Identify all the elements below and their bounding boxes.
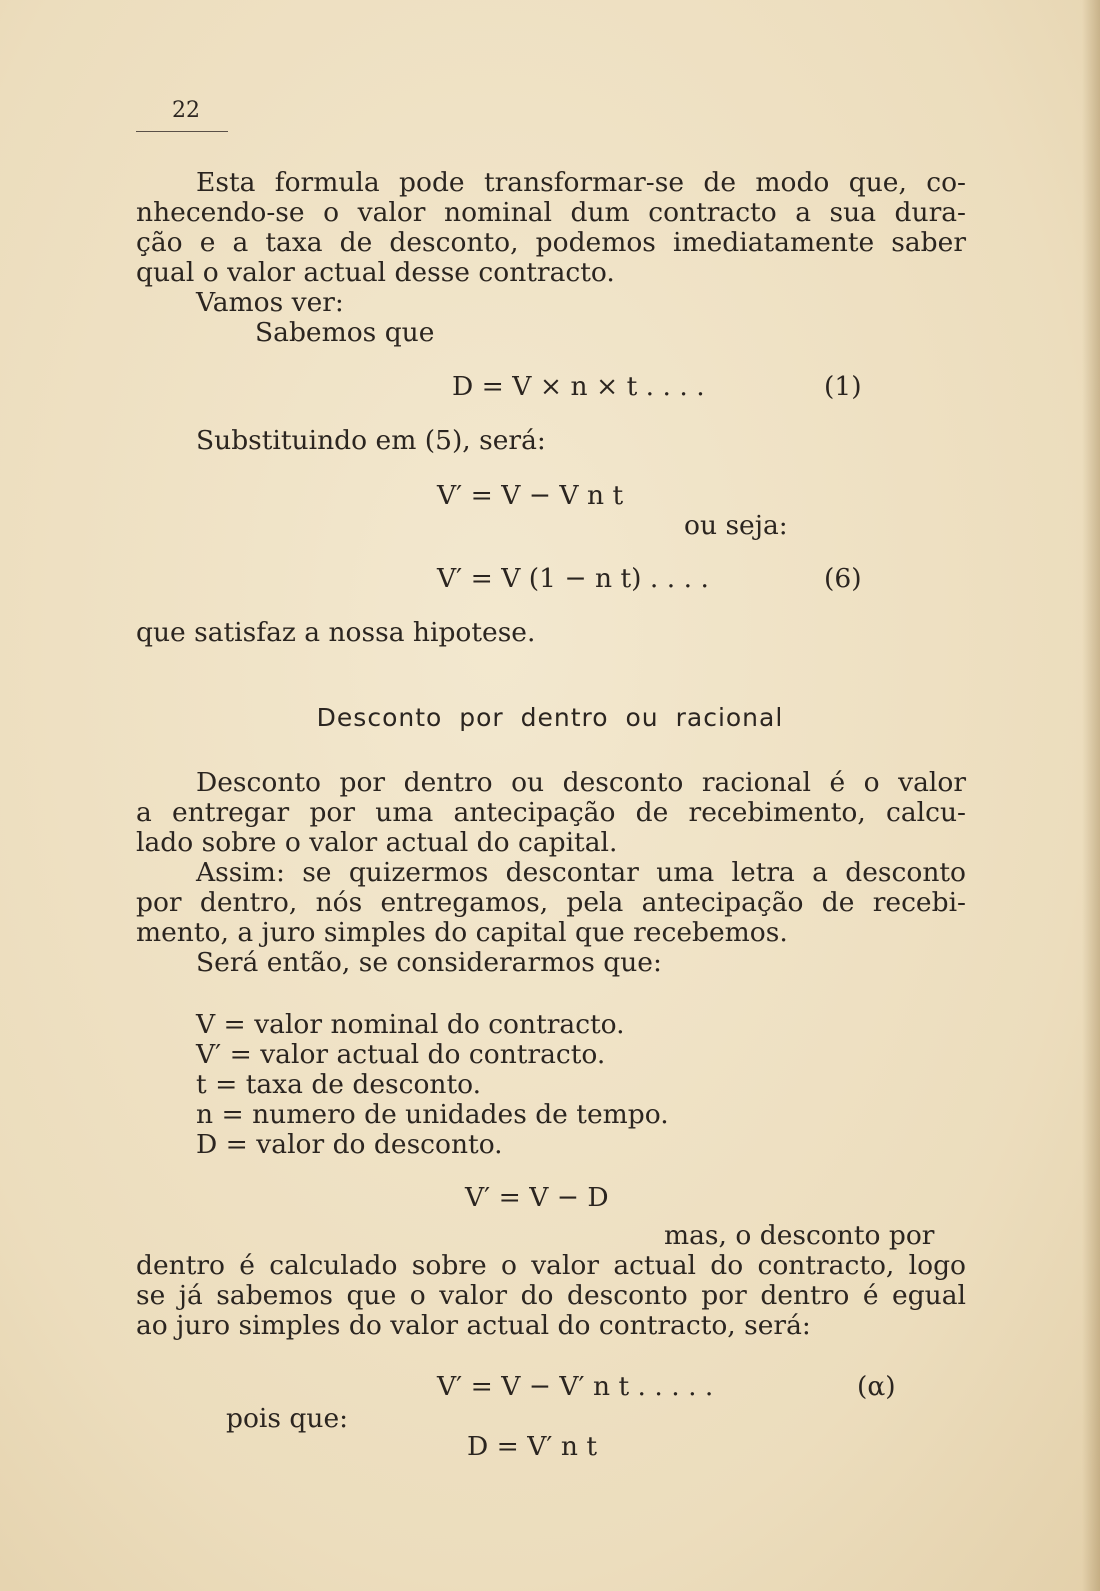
definition-d: D = valor do desconto. bbox=[196, 1129, 503, 1160]
paragraph-line: dentro é calculado sobre o valor actual do contracto, logo bbox=[136, 1250, 966, 1281]
paragraph-line: nhecendo-se o valor nominal dum contracto a sua dura- bbox=[136, 197, 966, 228]
paragraph-line: Desconto por dentro ou desconto racional é o valor bbox=[196, 767, 966, 798]
paragraph-line: qual o valor actual desse contracto. bbox=[136, 257, 615, 288]
paragraph-line: a entregar por uma antecipação de recebimento, calcu- bbox=[136, 797, 966, 828]
equation-alpha-label: (α) bbox=[857, 1371, 896, 1402]
ou-seja-text: ou seja: bbox=[684, 510, 788, 541]
equation-6: V′ = V (1 − n t) . . . . bbox=[437, 563, 709, 594]
equation-4: D = V′ n t bbox=[467, 1431, 598, 1462]
paragraph-line: ao juro simples do valor actual do contracto, será: bbox=[136, 1310, 811, 1341]
equation-alpha: V′ = V − V′ n t . . . . . bbox=[437, 1371, 714, 1402]
equation-6-label: (6) bbox=[824, 563, 862, 594]
pois-que-text: pois que: bbox=[226, 1403, 349, 1434]
equation-2: V′ = V − V n t bbox=[437, 480, 624, 511]
paragraph-line: por dentro, nós entregamos, pela antecipação de recebi- bbox=[136, 887, 966, 918]
paragraph-line: ção e a taxa de desconto, podemos imediatamente saber bbox=[136, 227, 966, 258]
equation-3: V′ = V − D bbox=[465, 1182, 609, 1213]
equation-1: D = V × n × t . . . . bbox=[452, 371, 705, 402]
substituindo-line: Substituindo em (5), será: bbox=[196, 425, 546, 456]
vamos-ver-line: Vamos ver: bbox=[196, 287, 344, 318]
paragraph-line: se já sabemos que o valor do desconto por dentro é egual bbox=[136, 1280, 966, 1311]
sabemos-que-line: Sabemos que bbox=[255, 317, 435, 348]
paragraph-line: mento, a juro simples do capital que recebemos. bbox=[136, 917, 788, 948]
definition-v-prime: V′ = valor actual do contracto. bbox=[196, 1039, 606, 1070]
page-number: 22 bbox=[172, 98, 200, 123]
page-number-rule bbox=[136, 131, 228, 132]
paragraph-line: mas, o desconto por bbox=[664, 1220, 935, 1251]
section-heading: Desconto por dentro ou racional bbox=[316, 703, 784, 732]
paragraph-line: que satisfaz a nossa hipotese. bbox=[136, 617, 536, 648]
definition-n: n = numero de unidades de tempo. bbox=[196, 1099, 669, 1130]
equation-1-label: (1) bbox=[824, 371, 862, 402]
definition-v: V = valor nominal do contracto. bbox=[196, 1009, 625, 1040]
paragraph-line: Assim: se quizermos descontar uma letra a desconto bbox=[196, 857, 966, 888]
sera-entao-line: Será então, se considerarmos que: bbox=[196, 947, 662, 978]
paragraph-line: Esta formula pode transformar-se de modo que, co- bbox=[196, 167, 966, 198]
paragraph-line: lado sobre o valor actual do capital. bbox=[136, 827, 618, 858]
definition-t: t = taxa de desconto. bbox=[196, 1069, 482, 1100]
